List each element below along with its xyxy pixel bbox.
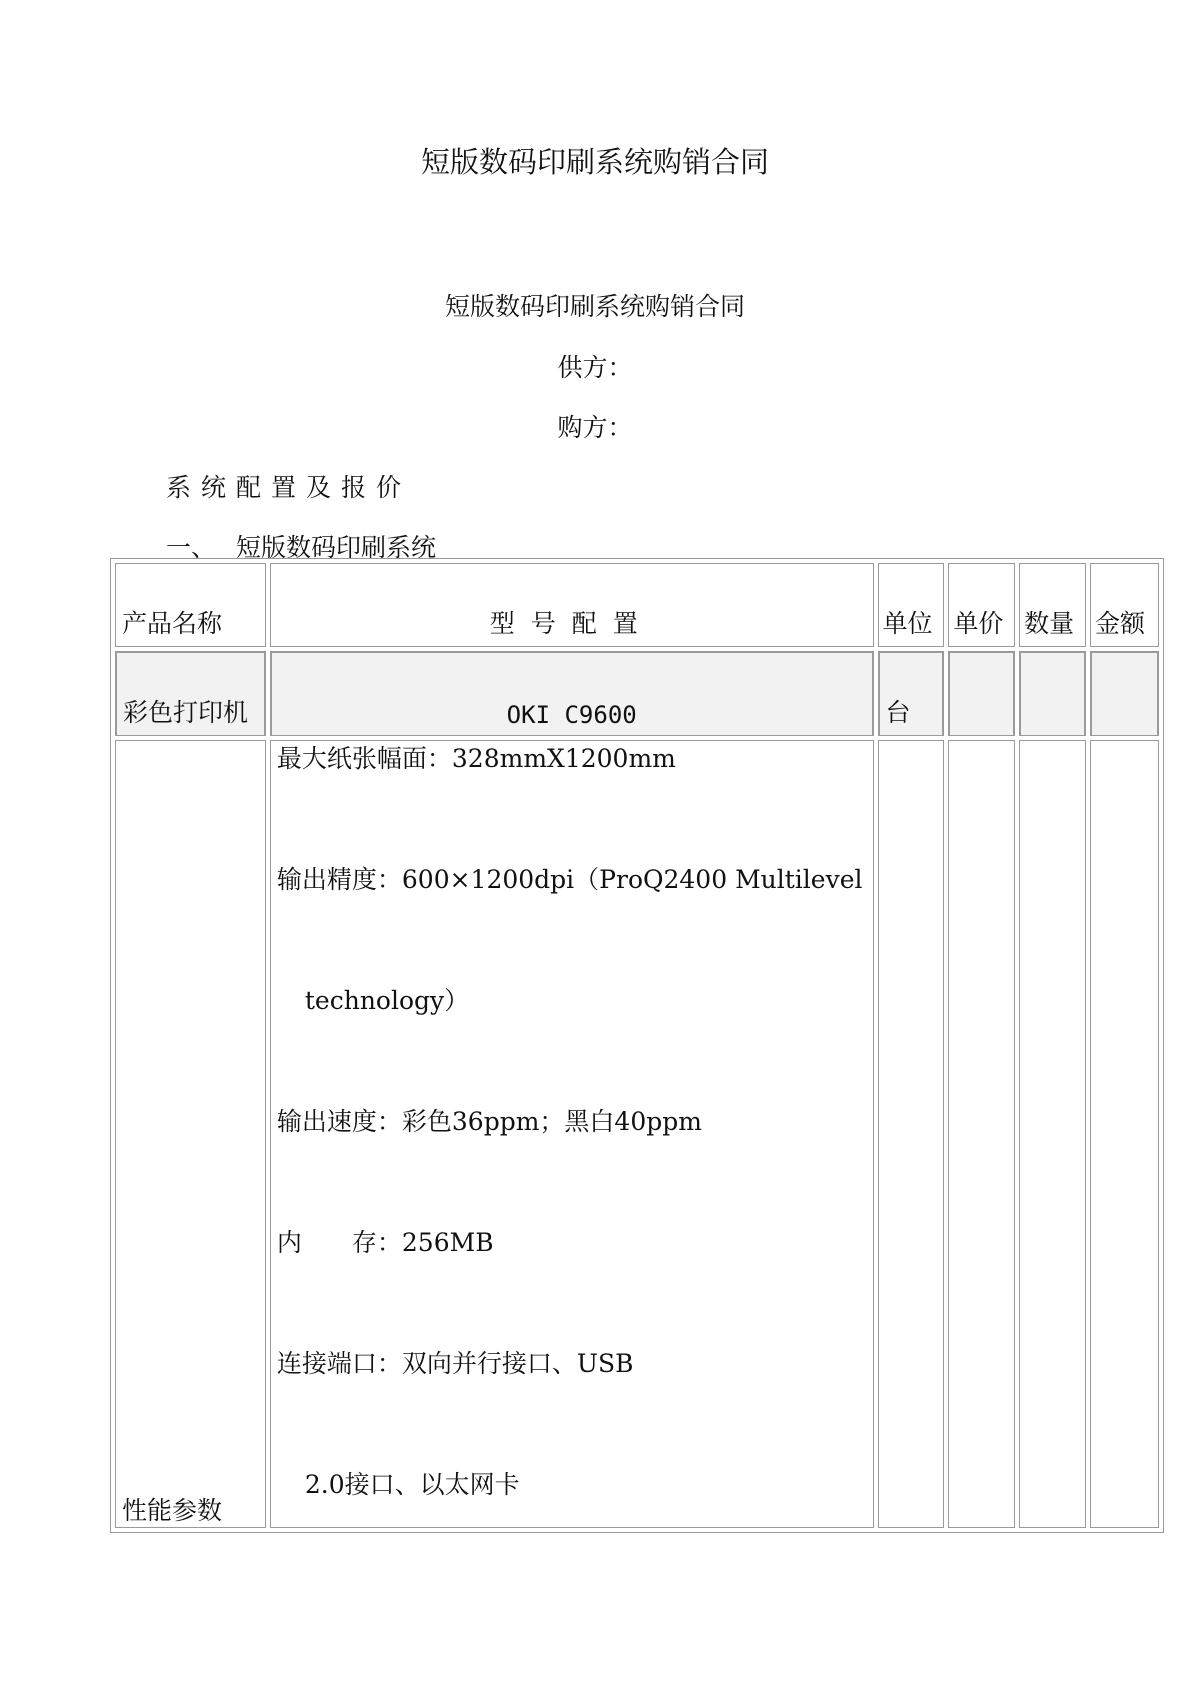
document-title: 短版数码印刷系统购销合同 <box>420 145 769 179</box>
spec-line: technology） <box>304 986 470 1015</box>
header-amount: 金额 <box>1090 563 1159 647</box>
params-quantity-cell <box>1019 740 1086 1528</box>
spec-line: 内 存：256MB <box>276 1228 494 1257</box>
header-product-name: 产品名称 <box>115 563 266 647</box>
product-name-cell: 彩色打印机 <box>115 651 266 736</box>
product-model-cell: OKI C9600 <box>270 651 874 736</box>
buyer-label: 购方： <box>557 413 633 442</box>
spec-line: 连接端口：双向并行接口、USB <box>276 1349 634 1378</box>
supplier-label: 供方： <box>557 353 633 382</box>
spec-line: 输出速度：彩色36ppm；黑白40ppm <box>276 1107 702 1136</box>
section-heading: 系统配置及报价 <box>166 473 412 502</box>
table-header-row <box>115 563 1159 647</box>
system-name: 短版数码印刷系统 <box>236 533 437 562</box>
header-unit-price: 单价 <box>948 563 1015 647</box>
product-amount-cell <box>1090 651 1159 736</box>
header-model-config: 型号配置 <box>270 563 874 647</box>
header-quantity: 数量 <box>1019 563 1086 647</box>
table-row <box>115 651 1159 736</box>
product-unit-cell: 台 <box>878 651 945 736</box>
params-spec-cell <box>270 740 874 1528</box>
params-label-cell: 性能参数 <box>115 740 266 1528</box>
table-row <box>115 740 1159 1528</box>
spec-line: 2.0接口、以太网卡 <box>304 1470 520 1499</box>
product-quantity-cell <box>1019 651 1086 736</box>
product-unit-price-cell <box>948 651 1015 736</box>
system-number: 一、 <box>166 533 217 562</box>
params-unit-price-cell <box>948 740 1015 1528</box>
params-unit-cell <box>878 740 945 1528</box>
header-unit: 单位 <box>878 563 945 647</box>
contract-subtitle: 短版数码印刷系统购销合同 <box>444 292 745 321</box>
spec-line: 最大纸张幅面：328mmX1200mm <box>276 744 676 773</box>
price-table <box>110 558 1164 1533</box>
params-amount-cell <box>1090 740 1159 1528</box>
spec-line: 输出精度：600×1200dpi（ProQ2400 Multilevel <box>276 865 863 894</box>
